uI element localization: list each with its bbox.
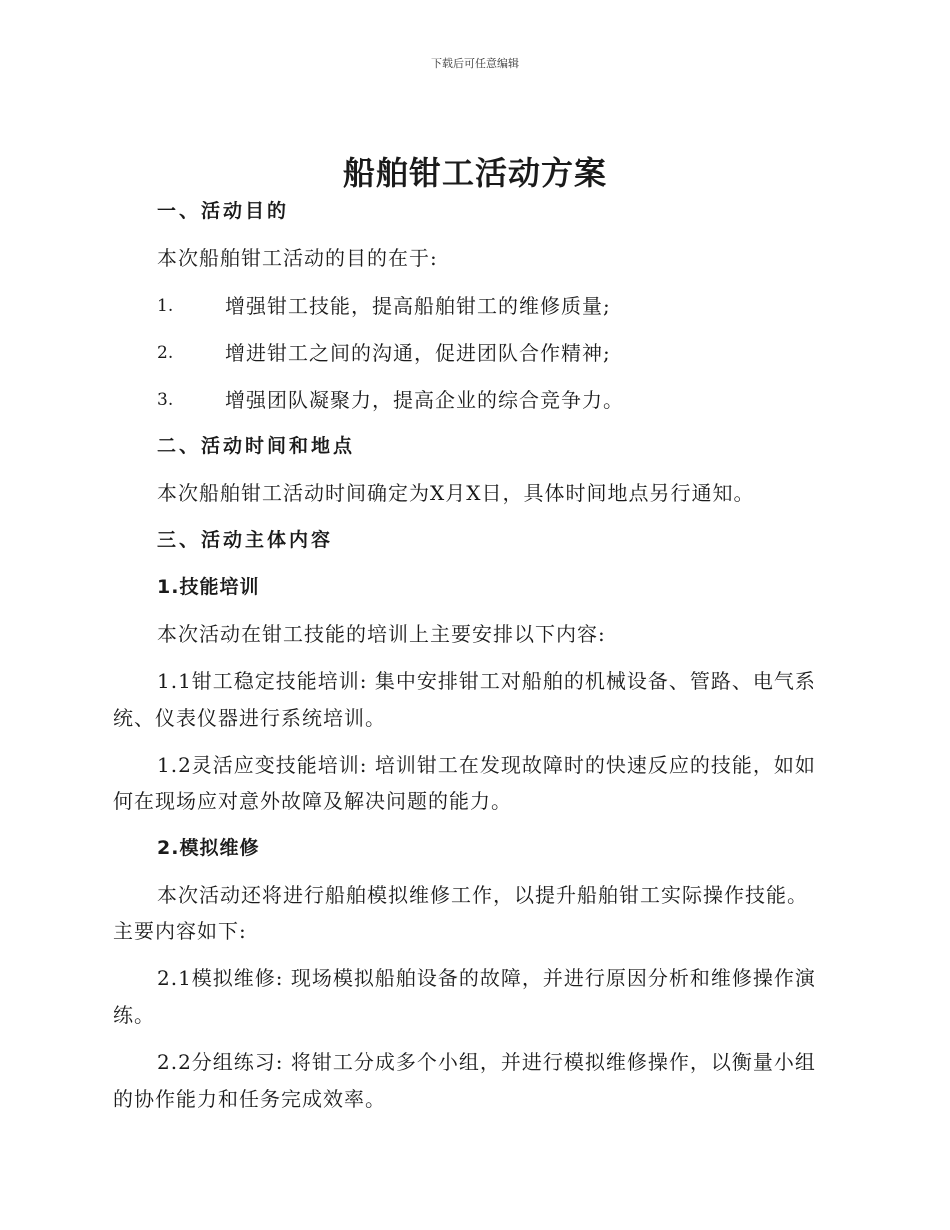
list-item: 增进钳工之间的沟通，促进团队合作精神; xyxy=(225,341,611,365)
paragraph-1-1-line2: 统、仪表仪器进行系统培训。 xyxy=(113,706,386,730)
paragraph-1-2-line1: 1.2灵活应变技能培训: 培训钳工在发现故障时的快速反应的技能，如如 xyxy=(157,753,816,777)
skill-training-intro: 本次活动在钳工技能的培训上主要安排以下内容: xyxy=(157,622,606,646)
subheading-simulated-repair: 2.模拟维修 xyxy=(157,837,260,859)
subheading-skill-training: 1.技能培训 xyxy=(157,576,260,598)
simulated-repair-line2: 主要内容如下: xyxy=(113,919,247,943)
list-item: 增强钳工技能，提高船舶钳工的维修质量; xyxy=(225,294,611,318)
paragraph-2-2-line2: 的协作能力和任务完成效率。 xyxy=(113,1087,386,1111)
section-heading-time-place: 二、活动时间和地点 xyxy=(157,435,356,457)
page-title: 船舶钳工活动方案 xyxy=(342,154,607,192)
paragraph-2-2-line1: 2.2分组练习: 将钳工分成多个小组，并进行模拟维修操作，以衡量小组 xyxy=(157,1050,816,1074)
time-place-text: 本次船舶钳工活动时间确定为X月X日，具体时间地点另行通知。 xyxy=(157,481,755,505)
list-number: 2. xyxy=(157,343,174,363)
simulated-repair-line1: 本次活动还将进行船舶模拟维修工作，以提升船舶钳工实际操作技能。 xyxy=(157,883,808,907)
purpose-intro: 本次船舶钳工活动的目的在于: xyxy=(157,246,438,270)
header-note: 下载后可任意编辑 xyxy=(431,57,519,70)
paragraph-2-1-line2: 练。 xyxy=(113,1003,155,1027)
list-item: 增强团队凝聚力，提高企业的综合竞争力。 xyxy=(225,388,624,412)
paragraph-1-1-line1: 1.1钳工稳定技能培训: 集中安排钳工对船舶的机械设备、管路、电气系 xyxy=(157,669,816,693)
section-heading-purpose: 一、活动目的 xyxy=(157,200,290,222)
paragraph-2-1-line1: 2.1模拟维修: 现场模拟船舶设备的故障，并进行原因分析和维修操作演 xyxy=(157,966,816,990)
paragraph-1-2-line2: 何在现场应对意外故障及解决问题的能力。 xyxy=(113,789,512,813)
list-number: 1. xyxy=(157,296,174,316)
list-number: 3. xyxy=(157,390,174,410)
section-heading-content: 三、活动主体内容 xyxy=(157,529,334,551)
